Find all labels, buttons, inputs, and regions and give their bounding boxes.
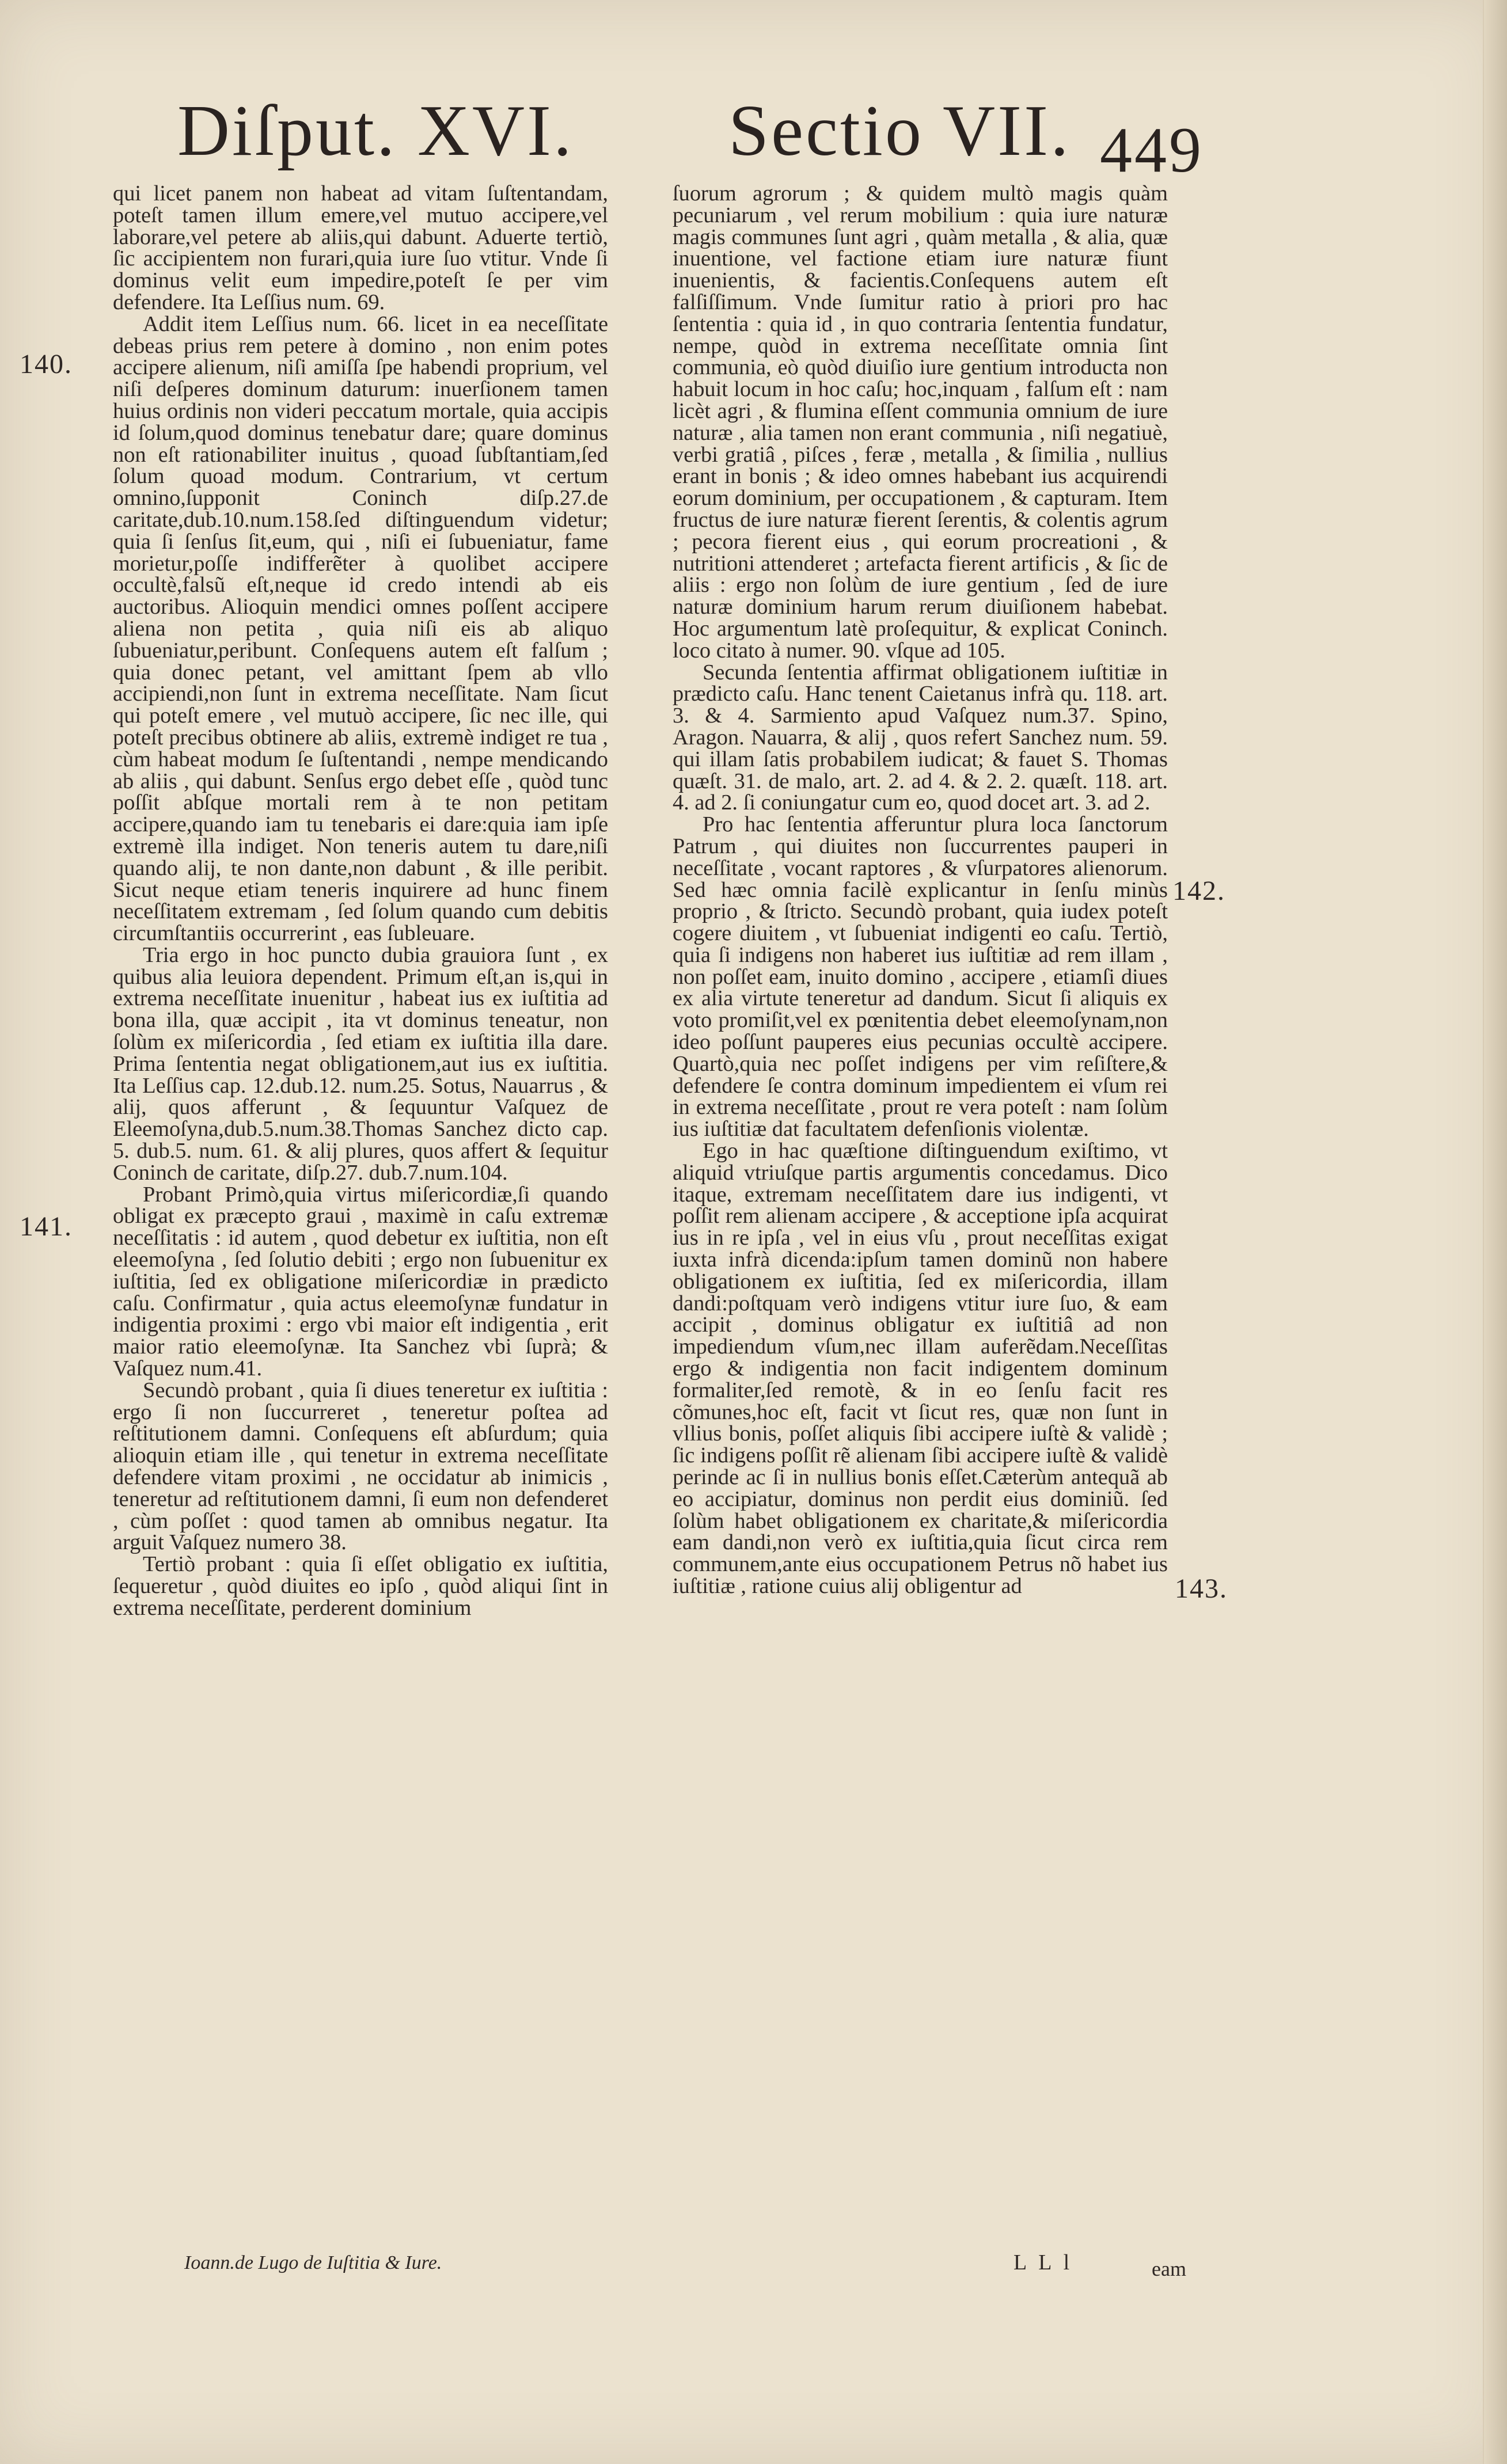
margin-number-140: 140.	[20, 349, 73, 379]
paragraph: Tria ergo in hoc puncto dubia grauiora ſunt , ex quibus alia leuiora dependent. Primum eſt,an is,qui in extrema neceſſitate inuenitur , habeat ius ex iuſtitia ad bona illa, quæ accipit , ita vt dominus teneatur, non ſolùm ex miſericordia , ſed etiam ex iuſtitia illa dare. Prima ſententia negat obligationem,aut ius ex iuſtitia. Ita Leſſius cap. 12.dub.12. num.25. Sotus, Nauarrus , & alij, quos afferunt , & ſequuntur Vaſquez de Eleemoſyna,dub.5.num.38.Thomas Sanchez dicto cap. 5. dub.5. num. 61. & alij plures, quos affert & ſequitur Coninch de caritate, diſp.27. dub.7.num.104.	[113, 942, 608, 1185]
header-disputation: Diſput. XVI.	[177, 91, 574, 171]
running-title: Ioann.de Lugo de Iuſtitia & Iure.	[184, 2252, 442, 2273]
paragraph: Tertiò probant : quia ſi eſſet obligatio ex iuſtitia, ſequeretur , quòd diuites eo ipſo , quòd aliqui ſint in extrema neceſſitate, perderent dominium	[113, 1552, 608, 1620]
paragraph: Pro hac ſententia afferuntur plura loca ſanctorum Patrum , qui diuites non ſuccurrentes pauperi in neceſſitate , vocant raptores , & vſurpatores alienorum. Sed hæc omnia facilè explicantur in ſenſu minùs proprio , & ſtricto. Secundò probant, quia iudex poteſt cogere diuitem , vt ſubueniat indigenti eo caſu. Tertiò, quia ſi indigens non haberet ius iuſtitiæ ad rem illam , non poſſet eam, inuito domino , accipere , etiamſi diues ex alia virtute teneretur ad dandum. Sicut ſi aliquis ex voto promiſit,vel ex pœnitentia debet eleemoſynam,non ideo poſſunt pauperes eius pecunias occultè accipere. Quartò,quia nec poſſet indigens per vim reſiſtere,& defendere ſe contra dominum impedientem ei vſum rei in extrema neceſſitate , prout re vera poteſt : nam ſolùm ius iuſtitiæ dat facultatem defenſionis violentæ.	[673, 812, 1168, 1142]
margin-number-142: 142.	[1172, 876, 1225, 906]
right-column	[673, 183, 1168, 2284]
page-number: 449	[1100, 115, 1204, 186]
paragraph: Addit item Leſſius num. 66. licet in ea neceſſitate debeas prius rem petere à domino , non enim potes accipere alienum, niſi amiſſa ſpe habendi proprium, vel niſi deſperes dominum daturum: inuerſionem tamen huius ordinis non videri peccatum mortale, quia accipis id ſolum,quod dominus tenebatur dare; quare dominus non eſt rationabiliter inuitus , quoad ſubſtantiam,ſed ſolum quoad modum. Contrarium, vt certum omnino,ſupponit Coninch diſp.27.de caritate,dub.10.num.158.ſed diſtinguendum videtur; quia ſi ſenſus ſit,eum, qui , niſi ei ſubueniatur, fame morietur,poſſe indifferẽter à quolibet accipere occultè,falsũ eſt,neque id credo intendi ab eis auctoribus. Alioquin mendici omnes poſſent accipere aliena non petita , quia niſi eis ab aliquo ſubueniatur,peribunt. Conſequens autem eſt falſum ; quia donec petant, vel amittant ſpem ab vllo accipiendi,non ſunt in extrema neceſſitate. Nam ſicut qui poteſt emere , vel mutuò accipere, ſic nec ille, qui poteſt precibus obtinere ab aliis, extremè indiget re tua , cùm habeat modum ſe ſuſtentandi , nempe mendicando ab aliis , qui dabunt. Senſus ergo debet eſſe , quòd tunc poſſit abſque mortali rem à te non petitam accipere,quando iam tu tenebaris ei dare:quia iam ipſe extremè illa indiget. Non teneris autem tu dare,niſi quando alij, te non dante,non dabunt , & ille peribit. Sicut neque etiam teneris inquirere ad hunc finem neceſſitatem extremam , ſed ſolum quando cum debitis circumſtantiis occurrerint , eas ſubleuare.	[113, 311, 608, 946]
paragraph: qui licet panem non habeat ad vitam ſuſtentandam, poteſt tamen illum emere,vel mutuo accipere,vel laborare,vel petere ab aliis,qui dabunt. Aduerte tertiò, ſic accipientem non furari,quia iure ſuo vtitur. Vnde ſi dominus velit eum impedire,poteſt ſe per vim defendere. Ita Leſſius num. 69.	[113, 183, 608, 314]
signature-mark: L L l	[1013, 2250, 1073, 2275]
paragraph: Ego in hac quæſtione diſtinguendum exiſtimo, vt aliquid vtriuſque partis argumentis concedamus. Dico itaque, extremam neceſſitatem dare ius indigenti, vt poſſit rem alienam accipere , & acceptione ipſa acquirat ius in re ipſa , vel in eius vſu , prout neceſſitas exigat iuxta infrà dicenda:ipſum tamen dominũ non habere obligationem ex iuſtitia, ſed ex miſericordia, illam dandi:poſtquam verò indigens vtitur iure ſuo, & eam accipit , dominus obligatur ex iuſtitiâ ad non impediendum vſum,nec illam auferẽdam.Neceſſitas ergo & indigentia non facit indigentem dominum formaliter,ſed remotè, & in eo ſenſu facit res cõmunes,hoc eſt, facit vt ſicut res, quæ non ſunt in vllius bonis, poſſet aliquis ſibi accipere iuſtè & validè ; ſic indigens poſſit rẽ alienam ſibi accipere iuſtè & validè perinde ac ſi in nullius bonis eſſet.Cæterùm antequã ab eo accipiatur, dominus non perdit eius dominiũ. ſed ſolùm habet obligationem ex charitate,& miſericordia eam dandi,non verò ex iuſtitia,quia ſicut circa rem communem,ante eius occupationem Petrus nõ habet ius iuſtitiæ , ratione cuius alij obligentur ad	[673, 1139, 1168, 1598]
left-column	[113, 183, 608, 2284]
catchword: eam	[1152, 2257, 1186, 2280]
margin-number-141: 141.	[20, 1211, 73, 1242]
paragraph: ſuorum agrorum ; & quidem multò magis quàm pecuniarum , vel rerum mobilium : quia iure naturæ magis communes ſunt agri , quàm metalla , & alia, quæ inuentione, vel factione etiam iure naturæ fiunt inuenientis, & facientis.Conſequens autem eſt falſiſſimum. Vnde ſumitur ratio à priori pro hac ſententia : quia id , in quo contraria ſententia fundatur, nempe, quòd in extrema neceſſitate omnia ſint communia, eò quòd diuiſio iure gentium introducta non habuit locum in hoc caſu; hoc,inquam , falſum eſt : nam licèt agri , & flumina eſſent communia omnium de iure naturæ , alia tamen non erant communia , niſi negatiuè, verbi gratiâ , piſces , feræ , metalla , & ſimilia , nullius erant in bonis ; & ideo omnes habebant ius acquirendi eorum dominium, per occupationem , & capturam. Item fructus de iure naturæ fierent ſerentis, & colentis agrum ; pecora fierent eius , qui eorum procreationi , & nutritioni attenderet ; artefacta fierent artificis , & ſic de aliis : ergo non ſolùm de iure gentium , ſed de iure naturæ dominium harum rerum diuiſionem habebat. Hoc argumentum latè proſequitur, & explicat Coninch. loco citato à numer. 90. vſque ad 105.	[673, 183, 1168, 663]
header-section: Sectio VII.	[728, 91, 1071, 171]
paragraph: Secunda ſententia affirmat obligationem iuſtitiæ in prædicto caſu. Hanc tenent Caietanus infrà qu. 118. art. 3. & 4. Sarmiento apud Vaſquez num.37. Spino, Aragon. Nauarra, & alij , quos refert Sanchez num. 59. qui illam ſatis probabilem iudicat; & fauet S. Thomas quæſt. 31. de malo, art. 2. ad 4. & 2. 2. quæſt. 118. art. 4. ad 2. ſi coniungatur cum eo, quod docet art. 3. ad 2.	[673, 660, 1168, 815]
paragraph: Secundò probant , quia ſi diues teneretur ex iuſtitia : ergo ſi non ſuccurreret , teneretur poſtea ad reſtitutionem damni. Conſequens eſt abſurdum; quia alioquin etiam ille , qui tenetur in extrema neceſſitate defendere vitam proximi , ne occidatur ab inimicis , teneretur ad reſtitutionem damni, ſi eum non defenderet , cùm poſſet : quod tamen ab omnibus negatur. Ita arguit Vaſquez numero 38.	[113, 1378, 608, 1555]
paragraph: Probant Primò,quia virtus miſericordiæ,ſi quando obligat ex præcepto graui , maximè in caſu extremæ neceſſitatis : id autem , quod debetur ex iuſtitia, non eſt eleemoſyna , ſed ſolutio debiti ; ergo non ſubuenitur ex iuſtitia, ſed ex obligatione miſericordiæ in prædicto caſu. Confirmatur , quia actus eleemoſynæ fundatur in indigentia proximi : ergo vbi maior eſt indigentia , erit maior ratio eleemoſynæ. Ita Sanchez vbi ſuprà; & Vaſquez num.41.	[113, 1182, 608, 1381]
margin-number-143: 143.	[1175, 1573, 1228, 1604]
page-edge	[1483, 0, 1507, 2464]
